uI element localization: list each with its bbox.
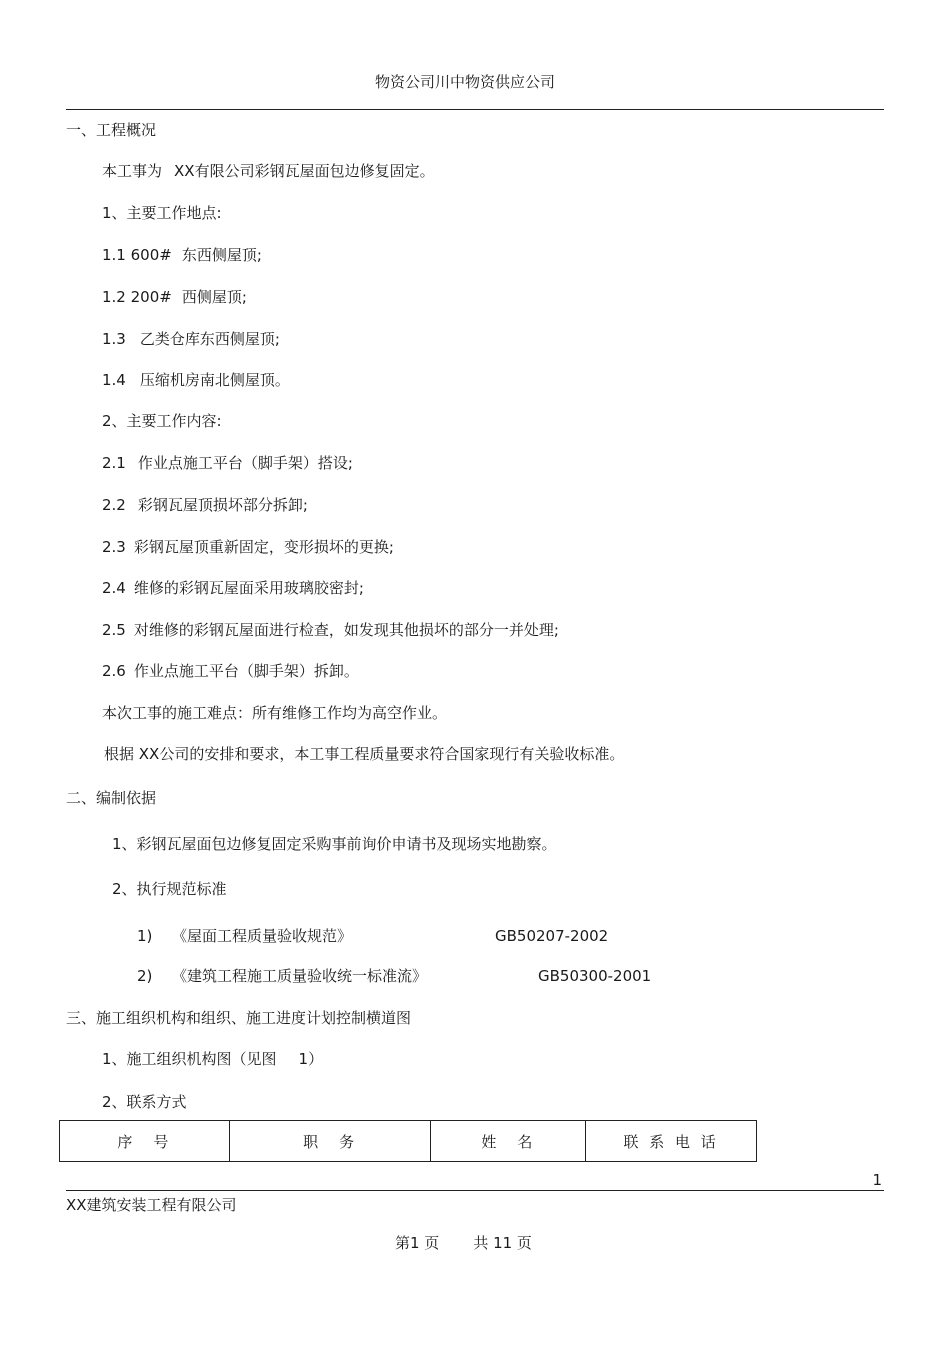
- task-item: [102, 495, 308, 515]
- table-header-row: [60, 1121, 757, 1162]
- location-num: 1.2 200#: [102, 288, 172, 306]
- contact-title: 2、联系方式: [102, 1093, 187, 1111]
- org-chart-line: [102, 1049, 323, 1069]
- task-item: [102, 537, 394, 557]
- task-text: 作业点施工平台（脚手架）拆卸。: [133, 662, 359, 680]
- intro-rest: XX有限公司彩钢瓦屋面包边修复固定。: [174, 162, 435, 180]
- location-item: [102, 245, 262, 265]
- task-text: 彩钢瓦屋顶损坏部分拆卸;: [137, 496, 308, 514]
- page-header-title: 物资公司川中物资供应公司: [374, 73, 555, 91]
- basis-item-1: 1、彩钢瓦屋面包边修复固定采购事前询价申请书及现场实地勘察。: [112, 835, 557, 853]
- header-rule: [66, 109, 884, 110]
- tasks-title: 2、主要工作内容:: [102, 412, 222, 430]
- requirement-text: 根据 XX公司的安排和要求，本工事工程质量要求符合国家现行有关验收标准。: [104, 745, 625, 763]
- standard-name: 《屋面工程质量验收规范》: [172, 927, 353, 945]
- standard-code: GB50300-2001: [538, 967, 652, 985]
- section-2-heading: 二、编制依据: [66, 789, 157, 807]
- table-header-cell: 姓 名: [431, 1121, 586, 1162]
- location-text: 东西侧屋顶;: [181, 246, 262, 264]
- task-num: 2.6: [102, 662, 126, 680]
- task-num: 2.2: [102, 496, 126, 514]
- location-num: 1.4: [102, 371, 126, 389]
- footer-company: XX建筑安装工程有限公司: [66, 1196, 237, 1214]
- footer-rule: [66, 1190, 884, 1191]
- location-num: 1.3: [102, 330, 126, 348]
- section-1-heading: 一、工程概况: [66, 121, 157, 139]
- table-header-cell: 联 系 电 话: [586, 1121, 757, 1162]
- location-text: 压缩机房南北侧屋顶。: [139, 371, 290, 389]
- standard-name: 《建筑工程施工质量验收统一标准流》: [172, 967, 428, 985]
- task-item: [102, 620, 559, 640]
- task-num: 2.4: [102, 579, 126, 597]
- locations-title: 1、主要工作地点:: [102, 204, 222, 222]
- contact-table: [59, 1120, 757, 1162]
- task-text: 维修的彩钢瓦屋面采用玻璃胶密封;: [133, 579, 364, 597]
- task-text: 作业点施工平台（脚手架）搭设;: [137, 454, 353, 472]
- standard-code: GB50207-2002: [495, 927, 609, 945]
- org-chart-prefix: 1、施工组织机构图（见图: [102, 1050, 277, 1068]
- task-num: 2.5: [102, 621, 126, 639]
- page-number: 1: [872, 1171, 882, 1189]
- footer-total-label: 共 11 页: [473, 1234, 532, 1252]
- intro-line: [102, 161, 435, 181]
- task-text: 对维修的彩钢瓦屋面进行检查，如发现其他损坏的部分一并处理;: [133, 621, 559, 639]
- location-text: 西侧屋顶;: [181, 288, 247, 306]
- footer-page-label: 第1 页: [395, 1234, 440, 1252]
- standard-num: 2): [137, 967, 153, 985]
- location-text: 乙类仓库东西侧屋顶;: [139, 330, 280, 348]
- footer-pagination: [395, 1233, 532, 1253]
- location-item: [102, 287, 247, 307]
- difficulty-text: 本次工事的施工难点：所有维修工作均为高空作业。: [102, 704, 448, 722]
- task-num: 2.1: [102, 454, 126, 472]
- task-item: [102, 453, 353, 473]
- location-item: [102, 329, 280, 349]
- intro-prefix: 本工事为: [102, 162, 163, 180]
- task-item: [102, 578, 364, 598]
- section-3-heading: 三、施工组织机构和组织、施工进度计划控制横道图: [66, 1009, 412, 1027]
- org-chart-suffix: 1）: [298, 1050, 324, 1068]
- standard-num: 1): [137, 927, 153, 945]
- basis-item-2: 2、执行规范标准: [112, 880, 227, 898]
- table-header-cell: 职 务: [229, 1121, 431, 1162]
- task-text: 彩钢瓦屋顶重新固定，变形损坏的更换;: [133, 538, 394, 556]
- table-header-cell: 序 号: [60, 1121, 230, 1162]
- location-num: 1.1 600#: [102, 246, 172, 264]
- task-item: [102, 661, 359, 681]
- task-num: 2.3: [102, 538, 126, 556]
- location-item: [102, 370, 290, 390]
